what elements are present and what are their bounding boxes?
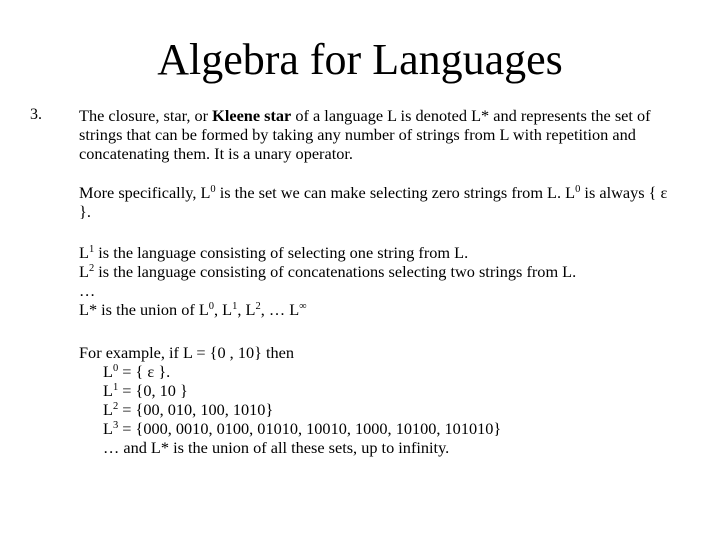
union-sup-1: 1 (232, 301, 238, 312)
e1-symbol: L (103, 381, 113, 400)
union-text-2: , L (214, 300, 233, 319)
l0-text-3: is always { ε }. (79, 183, 668, 221)
l0-text-1: More specifically, L (79, 183, 211, 202)
definition-text-end: of a language L is denoted L* and represents the set of strings that can be formed by taking any number of strings from L with repetition and concatenating them. It is a unary operator. (79, 106, 651, 163)
e3-sup: 3 (112, 420, 119, 431)
e0-symbol: L (103, 362, 113, 381)
example-block (79, 343, 679, 457)
l1-text: is the language consisting of selecting one string from L. (94, 243, 469, 262)
kleene-star-definition (79, 106, 679, 163)
l0-sup-1: 0 (210, 184, 216, 195)
lstar-union-line (79, 300, 679, 319)
example-conclusion: … and L* is the union of all these sets, up to infinity. (103, 438, 450, 457)
l2-text: is the language consisting of concatenations selecting two strings from L. (94, 262, 577, 281)
l2-symbol: L (79, 262, 89, 281)
l0-sup-2: 0 (575, 184, 581, 195)
definition-text-start: The closure, star, or (79, 106, 213, 125)
example-l3 (79, 419, 679, 438)
l1-symbol: L (79, 243, 89, 262)
union-text-4: , … L (260, 300, 300, 319)
kleene-star-term: Kleene star (212, 106, 292, 125)
example-l1 (79, 381, 679, 400)
l1-line (79, 243, 679, 262)
l2-line (79, 262, 679, 281)
union-text-1: L* is the union of L (79, 300, 209, 319)
example-l0 (79, 362, 679, 381)
slide-title: Algebra for Languages (157, 35, 563, 84)
union-sup-2: 2 (255, 301, 261, 312)
e1-sup: 1 (112, 382, 119, 393)
union-sup-infinity: ∞ (299, 301, 307, 312)
l2-sup: 2 (88, 263, 95, 274)
l0-text-2: is the set we can make selecting zero strings from L. L (215, 183, 576, 202)
l0-explanation (79, 183, 679, 221)
example-intro: For example, if L = {0 , 10} then (79, 343, 295, 362)
power-definitions (79, 243, 679, 319)
example-l2 (79, 400, 679, 419)
ellipsis-line: … (79, 281, 96, 300)
e3-symbol: L (103, 419, 113, 438)
e0-sup: 0 (112, 363, 119, 374)
e0-text: = { ε }. (118, 362, 171, 381)
e2-text: = {00, 010, 100, 1010} (118, 400, 274, 419)
item-number: 3. (30, 106, 42, 123)
e2-sup: 2 (112, 401, 119, 412)
l1-sup: 1 (88, 244, 95, 255)
union-sup-0: 0 (208, 301, 215, 312)
e2-symbol: L (103, 400, 113, 419)
union-text-3: , L (237, 300, 256, 319)
e1-text: = {0, 10 } (118, 381, 188, 400)
e3-text: = {000, 0010, 0100, 01010, 10010, 1000, 10100, 101010} (118, 419, 502, 438)
